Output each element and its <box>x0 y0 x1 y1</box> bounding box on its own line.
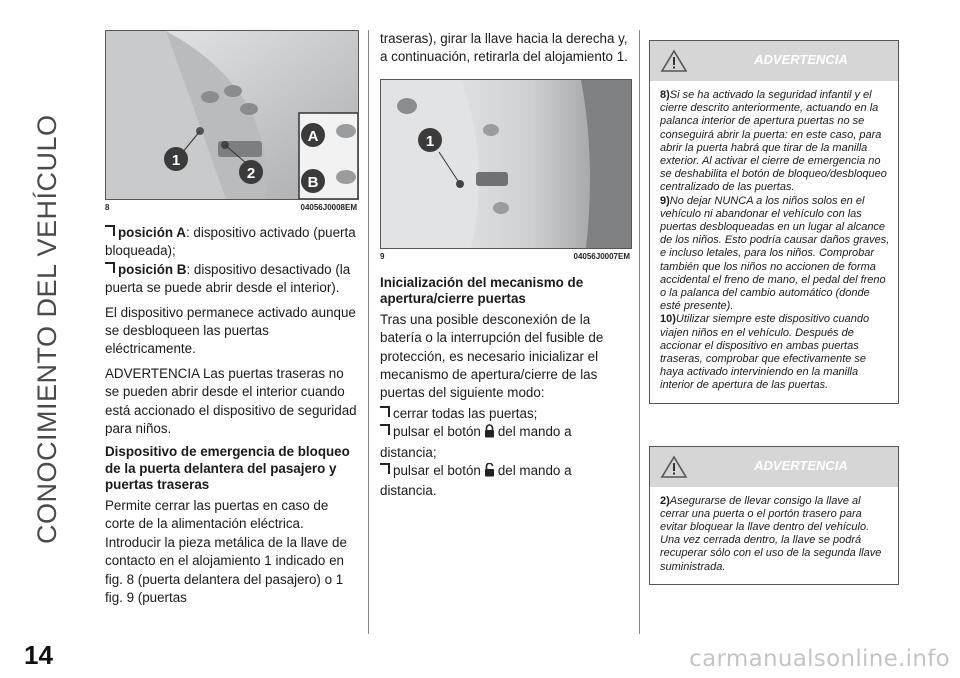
bullet-bold: posición A <box>118 225 186 240</box>
warning-item-number: 10) <box>660 313 676 326</box>
warning-header <box>650 41 898 81</box>
lock-closed-icon <box>484 424 495 443</box>
bullet-marker-icon <box>105 262 115 273</box>
bullet-marker-icon <box>380 424 390 435</box>
column-3 <box>649 40 899 585</box>
warning-item <box>660 195 890 314</box>
warning-item <box>660 495 890 574</box>
warning-item-number: 8) <box>660 89 670 101</box>
bullet-text: : dispositivo desactivado (la puerta se puede abrir desde el interior). <box>105 261 351 296</box>
paragraph: traseras), girar la llave hacia la derecha y, a continuación, retirarla del alojamiento 1. <box>380 31 628 65</box>
bullet-position-a <box>105 224 357 261</box>
bullet-text: del mando a distancia. <box>380 463 572 499</box>
warning-triangle-icon <box>660 455 688 479</box>
bullet-text: : dispositivo activado (puerta bloqueada); <box>105 225 356 259</box>
bullet-unlock-button <box>380 462 630 501</box>
figure-number: 8 <box>105 203 110 212</box>
warning-triangle-icon <box>660 49 688 73</box>
callout-2: 2 <box>246 165 256 182</box>
warning-body <box>650 81 898 403</box>
warning-item-text: Utilizar siempre este dispositivo cuando viajen niños en el vehículo. Después de accionar el dispositivo en ambas puertas traseras, comprobar que efectivamente se haya activado interviniendo en la manilla interior de apertura de las puertas. <box>660 313 870 392</box>
bullet-close-doors <box>380 405 630 423</box>
warning-box-2 <box>649 446 899 585</box>
callout-b: B <box>307 174 319 191</box>
column-divider <box>639 30 640 634</box>
warning-item-text: No dejar NUNCA a los niños solos en el vehículo ni abandonar el vehículo con las puertas desbloqueadas en un lugar al alcance de los niños. Esto podría causar daños graves, e incluso letales, para los niños. Comprobar también que los niños no accionen de forma accidental el freno de mano, el pedal del freno o la palanca del cambio automático (donde esté presente). <box>660 194 890 313</box>
bullet-text: cerrar todas las puertas; <box>393 405 538 421</box>
callout-1: 1 <box>425 132 435 150</box>
figure-9-rear-door-lock <box>380 79 632 249</box>
rear-door-lock-illustration <box>381 80 631 248</box>
bullet-bold: posición B <box>118 261 187 277</box>
section-heading: Inicialización del mecanismo de apertura/cierre puertas <box>380 274 584 307</box>
paragraph: El dispositivo permanece activado aunque se desbloqueen las puertas eléctricamente. <box>105 304 356 357</box>
callout-1: 1 <box>171 152 181 169</box>
bullet-lock-button <box>380 423 630 462</box>
bullet-position-b <box>105 261 357 298</box>
warning-item-number: 9) <box>660 194 670 207</box>
paragraph: Tras una posible desconexión de la batería o la interrupción del fusible de protección, es necesario inicializar el mecanismo de apertura/cierre de las puertas del siguiente modo: <box>380 311 604 401</box>
figure-8-door-lock <box>105 30 359 200</box>
section-title-text: CONOCIMIENTO DEL VEHÍCULO <box>32 114 62 544</box>
bullet-marker-icon <box>380 406 390 417</box>
warning-item <box>660 313 890 392</box>
bullet-marker-icon <box>105 225 115 236</box>
figure-caption <box>105 203 357 212</box>
bullet-text: pulsar el botón <box>393 463 481 479</box>
warning-item-number: 2) <box>660 494 670 507</box>
warning-box-1 <box>649 40 899 404</box>
warning-item <box>660 89 890 195</box>
watermark-text: carmanualsonline.info <box>689 646 950 672</box>
figure-number: 9 <box>380 251 385 261</box>
section-side-title <box>26 40 66 560</box>
callout-a: A <box>307 128 319 145</box>
column-2 <box>380 30 630 501</box>
column-1 <box>105 30 357 613</box>
bullet-text: pulsar el botón <box>393 424 481 440</box>
section-heading: Dispositivo de emergencia de bloqueo de la puerta delantera del pasajero y puertas traseras <box>105 444 350 493</box>
paragraph: ADVERTENCIA Las puertas traseras no se pueden abrir desde el interior cuando está accionado el dispositivo de seguridad para niños. <box>105 365 357 437</box>
warning-item-text: Asegurarse de llevar consigo la llave al cerrar una puerta o el portón trasero para evitar bloquear la llave dentro del vehículo. Una vez cerrada dentro, la llave se podrá recuperar sólo con el uso de la segunda llave suministrada. <box>660 494 882 573</box>
paragraph: Introducir la pieza metálica de la llave de contacto en el alojamiento 1 indicado en fig. 8 (puerta delantera del pasajero) o 1 fig. 9 (puertas <box>105 534 347 605</box>
warning-item-text: Si se ha activado la seguridad infantil y el cierre descrito anteriormente, actuando en la palanca interior de apertura puertas no se conseguirá abrir la puerta: en este caso, para abrir la puerta habrá que tirar de la manilla exterior. Al activar el cierre de emergencia no se deshabilita el botón de bloqueo/desbloqueo centralizado de las puertas. <box>660 89 887 194</box>
bullet-text: del mando a distancia; <box>380 424 572 460</box>
figure-code: 04056J0008EM <box>300 203 357 212</box>
figure-caption <box>380 252 630 261</box>
page-number: 14 <box>24 640 53 670</box>
warning-header <box>650 447 898 487</box>
warning-body <box>650 487 898 584</box>
warning-title: ADVERTENCIA <box>754 52 848 67</box>
door-lock-illustration <box>106 31 358 199</box>
lock-open-icon <box>484 463 495 482</box>
figure-code: 04056J0007EM <box>573 251 630 261</box>
paragraph: Permite cerrar las puertas en caso de corte de la alimentación eléctrica. <box>105 497 329 532</box>
column-divider <box>368 30 369 634</box>
bullet-marker-icon <box>380 463 390 474</box>
warning-title: ADVERTENCIA <box>754 457 848 473</box>
